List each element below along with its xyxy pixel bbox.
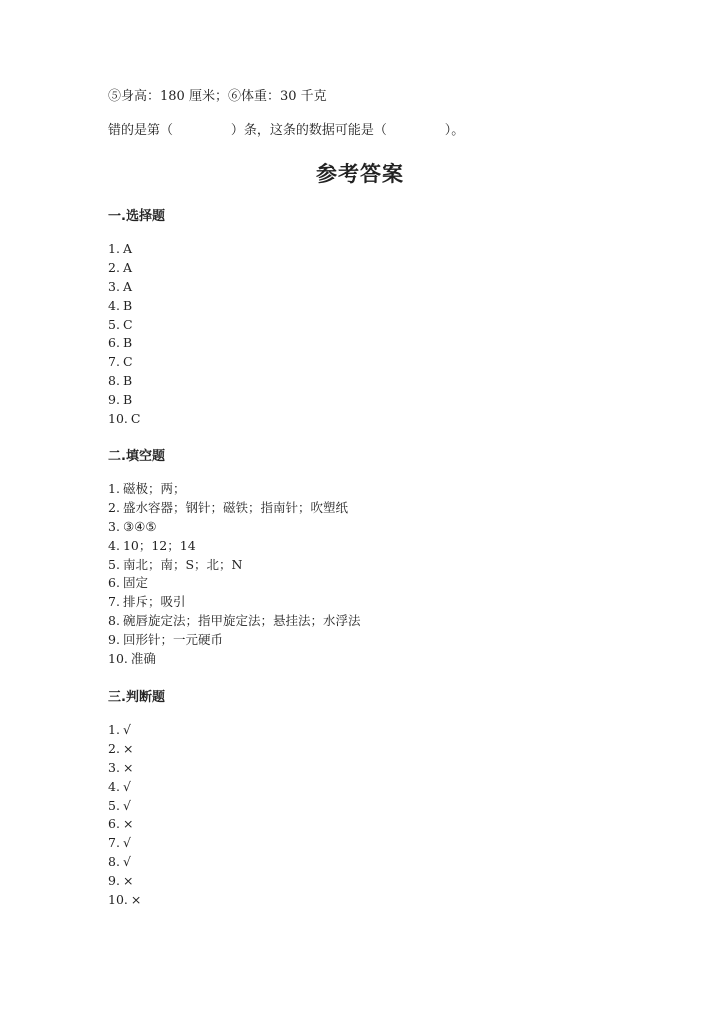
- list-item: 5. 南北；南；S；北；N: [108, 556, 243, 572]
- list-item: 8. B: [108, 373, 133, 389]
- list-item: 1. A: [108, 241, 132, 256]
- list-item: 7. √: [108, 835, 131, 851]
- answers-title: 参考答案: [316, 162, 404, 186]
- section-heading-choice: 一.选择题: [108, 209, 165, 224]
- list-item: 10. ×: [108, 892, 142, 908]
- answer-list-choice: [108, 240, 140, 429]
- list-item: 9. 回形针；一元硬币: [108, 632, 223, 648]
- list-item: 6. B: [108, 335, 133, 351]
- list-item: 9. ×: [108, 873, 134, 889]
- list-item: 5. √: [108, 797, 131, 813]
- question-line-blank: 错的是第（ ）条，这条的数据可能是（ ）。: [108, 123, 465, 138]
- list-item: 9. B: [108, 392, 133, 408]
- list-item: 3. ×: [108, 759, 134, 775]
- answer-list-true-false: [108, 721, 141, 910]
- answer-list-fill-blank: [108, 480, 360, 669]
- list-item: 4. 10；12；14: [108, 537, 196, 553]
- list-item: 2. A: [108, 259, 132, 275]
- list-item: 2. 盛水容器；钢针；磁铁；指南针；吹塑纸: [108, 499, 348, 515]
- list-item: 8. √: [108, 854, 131, 870]
- list-item: 10. 准确: [108, 651, 156, 667]
- section-heading-true-false: 三.判断题: [108, 690, 165, 705]
- list-item: 8. 碗唇旋定法；指甲旋定法；悬挂法；水浮法: [108, 613, 361, 629]
- list-item: 1. √: [108, 722, 131, 737]
- list-item: 4. B: [108, 297, 133, 313]
- section-heading-fill-blank: 二.填空题: [108, 449, 165, 464]
- list-item: 7. 排斥；吸引: [108, 594, 186, 610]
- list-item: 10. C: [108, 411, 141, 427]
- list-item: 7. C: [108, 354, 133, 370]
- list-item: 5. C: [108, 316, 133, 332]
- list-item: 2. ×: [108, 740, 134, 756]
- list-item: 6. ×: [108, 816, 134, 832]
- question-line-height-weight: ⑤身高：180 厘米；⑥体重：30 千克: [108, 89, 327, 104]
- list-item: 4. √: [108, 778, 131, 794]
- list-item: 3. ③④⑤: [108, 518, 157, 534]
- list-item: 1. 磁极；两；: [108, 481, 186, 496]
- list-item: 6. 固定: [108, 575, 148, 591]
- list-item: 3. A: [108, 278, 132, 294]
